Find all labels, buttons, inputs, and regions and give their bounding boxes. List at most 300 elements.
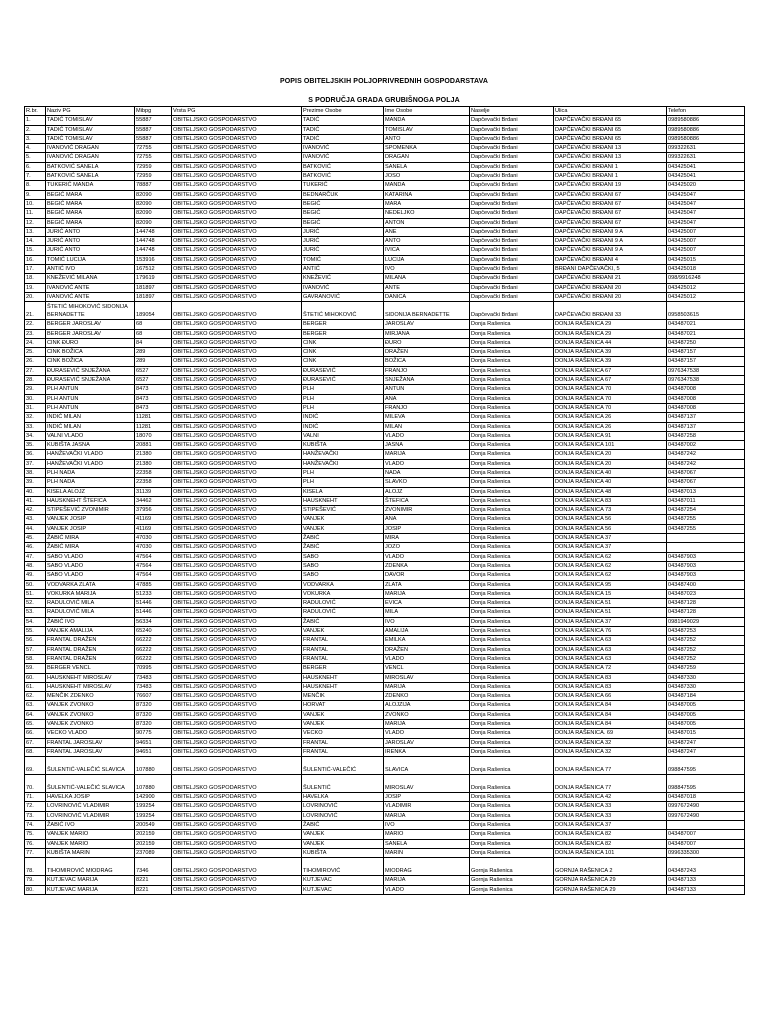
table-row	[25, 376, 745, 385]
farm-type-cell: OBITELJSKO GOSPODARSTVO	[172, 515, 302, 524]
settlement-cell: Donja Rašenica	[470, 821, 554, 830]
surname-cell: VALNI	[302, 431, 384, 440]
first-name-cell: MILA	[384, 608, 470, 617]
row-number-cell: 38.	[25, 468, 46, 477]
settlement-cell: Donja Rašenica	[470, 422, 554, 431]
phone-cell	[667, 821, 745, 830]
mibpg-cell: 22358	[135, 468, 172, 477]
phone-cell: 043487903	[667, 571, 745, 580]
farm-type-cell: OBITELJSKO GOSPODARSTVO	[172, 292, 302, 301]
mibpg-cell: 179619	[135, 274, 172, 283]
row-number-cell: 7.	[25, 172, 46, 181]
surname-cell: PLH	[302, 385, 384, 394]
mibpg-cell: 199254	[135, 811, 172, 820]
phone-cell: 043487400	[667, 580, 745, 589]
farm-type-cell: OBITELJSKO GOSPODARSTVO	[172, 348, 302, 357]
surname-cell: KUBIŠTA	[302, 848, 384, 857]
mibpg-cell: 41169	[135, 515, 172, 524]
surname-cell: ĐURASEVIĆ	[302, 376, 384, 385]
table-row	[25, 821, 745, 830]
street-cell: DONJA RAŠENICA 62	[554, 561, 667, 570]
table-row	[25, 255, 745, 264]
farm-name-cell: RADULOVIĆ MILA	[46, 599, 135, 608]
table-row	[25, 199, 745, 208]
street-cell: DONJA RAŠENICA 51	[554, 599, 667, 608]
mibpg-cell: 11281	[135, 422, 172, 431]
street-cell: DONJA RAŠENICA 26	[554, 422, 667, 431]
settlement-cell: Donja Rašenica	[470, 775, 554, 793]
phone-cell: 099322631	[667, 153, 745, 162]
row-number-cell: 64.	[25, 710, 46, 719]
first-name-cell: NEDELJKO	[384, 209, 470, 218]
table-row	[25, 552, 745, 561]
row-number-cell: 43.	[25, 515, 46, 524]
table-row	[25, 747, 745, 756]
surname-cell: ŠULENTIĆ-VALEČIĆ	[302, 757, 384, 775]
first-name-cell: NADA	[384, 468, 470, 477]
row-number-cell: 67.	[25, 738, 46, 747]
mibpg-cell: 47564	[135, 561, 172, 570]
table-row	[25, 320, 745, 329]
street-cell: DAPČEVAČKI BRĐANI 33	[554, 302, 667, 320]
settlement-cell: Donja Rašenica	[470, 450, 554, 459]
first-name-cell: SNJEŽANA	[384, 376, 470, 385]
street-cell: DAPČEVAČKI BRĐANI 20	[554, 283, 667, 292]
row-number-cell: 60.	[25, 673, 46, 682]
phone-cell: 043487242	[667, 459, 745, 468]
farms-table	[24, 106, 745, 895]
table-row	[25, 478, 745, 487]
column-header: R.br.	[25, 107, 46, 116]
row-number-cell: 79.	[25, 876, 46, 885]
table-row	[25, 357, 745, 366]
street-cell: DONJA RAŠENICA 73	[554, 506, 667, 515]
farm-name-cell: SABO VLADO	[46, 561, 135, 570]
first-name-cell: JOZO	[384, 543, 470, 552]
first-name-cell: MIRA	[384, 534, 470, 543]
phone-cell: 043487330	[667, 682, 745, 691]
farm-type-cell: OBITELJSKO GOSPODARSTVO	[172, 283, 302, 292]
settlement-cell: Donja Rašenica	[470, 357, 554, 366]
settlement-cell: Donja Rašenica	[470, 431, 554, 440]
farm-name-cell: VOKURKA MARIJA	[46, 589, 135, 598]
street-cell: DONJA RAŠENICA 40	[554, 478, 667, 487]
surname-cell: BEGIĆ	[302, 199, 384, 208]
street-cell: DONJA RAŠENICA 37	[554, 534, 667, 543]
surname-cell: MENČIK	[302, 692, 384, 701]
farm-name-cell: FRANTAL DRAŽEN	[46, 645, 135, 654]
table-row	[25, 209, 745, 218]
street-cell: DAPČEVAČKI BRĐANI 67	[554, 209, 667, 218]
settlement-cell: Donja Rašenica	[470, 729, 554, 738]
surname-cell: VANJEK	[302, 830, 384, 839]
row-number-cell: 39.	[25, 478, 46, 487]
street-cell: DAPČEVAČKI BRĐANI 13	[554, 144, 667, 153]
settlement-cell: Donja Rašenica	[470, 692, 554, 701]
settlement-cell: Donja Rašenica	[470, 682, 554, 691]
farm-type-cell: OBITELJSKO GOSPODARSTVO	[172, 209, 302, 218]
settlement-cell: Donja Rašenica	[470, 534, 554, 543]
mibpg-cell: 289	[135, 357, 172, 366]
surname-cell: HAUSKNEHT	[302, 673, 384, 682]
row-number-cell: 37.	[25, 459, 46, 468]
mibpg-cell: 6527	[135, 366, 172, 375]
farm-type-cell: OBITELJSKO GOSPODARSTVO	[172, 218, 302, 227]
mibpg-cell: 73483	[135, 673, 172, 682]
farm-type-cell: OBITELJSKO GOSPODARSTVO	[172, 561, 302, 570]
phone-cell: 043487254	[667, 506, 745, 515]
first-name-cell: SANELA	[384, 162, 470, 171]
settlement-cell: Dapčevački Brđani	[470, 199, 554, 208]
row-number-cell: 48.	[25, 561, 46, 570]
street-cell: DAPČEVAČKI BRĐANI 9 A	[554, 237, 667, 246]
farm-name-cell: HAUSKNEHT MIROSLAV	[46, 682, 135, 691]
phone-cell: 043487005	[667, 710, 745, 719]
first-name-cell: MARIJA	[384, 589, 470, 598]
phone-cell: 043487002	[667, 441, 745, 450]
mibpg-cell: 22358	[135, 478, 172, 487]
table-row	[25, 793, 745, 802]
table-row	[25, 876, 745, 885]
farm-type-cell: OBITELJSKO GOSPODARSTVO	[172, 701, 302, 710]
first-name-cell: JAROSLAV	[384, 738, 470, 747]
first-name-cell: ZDENKO	[384, 692, 470, 701]
phone-cell: 043487021	[667, 320, 745, 329]
farm-type-cell: OBITELJSKO GOSPODARSTVO	[172, 181, 302, 190]
surname-cell: SABO	[302, 552, 384, 561]
row-number-cell: 12.	[25, 218, 46, 227]
row-number-cell: 45.	[25, 534, 46, 543]
column-header: Ulica	[554, 107, 667, 116]
surname-cell: STIPEŠEVIĆ	[302, 506, 384, 515]
farm-type-cell: OBITELJSKO GOSPODARSTVO	[172, 496, 302, 505]
first-name-cell: MILANA	[384, 274, 470, 283]
document-subtitle: S PODRUČJA GRADA GRUBIŠNOGA POLJA	[308, 97, 460, 104]
settlement-cell: Gornja Rašenica	[470, 876, 554, 885]
farm-name-cell: CINK ĐURO	[46, 338, 135, 347]
farm-name-cell: BEGIĆ MARA	[46, 190, 135, 199]
phone-cell: 099322631	[667, 144, 745, 153]
settlement-cell: Donja Rašenica	[470, 459, 554, 468]
street-cell: DONJA RAŠENICA 20	[554, 450, 667, 459]
farm-type-cell: OBITELJSKO GOSPODARSTVO	[172, 710, 302, 719]
row-number-cell: 17.	[25, 265, 46, 274]
street-cell: DAPČEVAČKI BRĐANI 65	[554, 134, 667, 143]
row-number-cell: 66.	[25, 729, 46, 738]
farm-name-cell: VANJEK ZVONKO	[46, 701, 135, 710]
surname-cell: KUBIŠTA	[302, 441, 384, 450]
table-row	[25, 571, 745, 580]
first-name-cell: MIROSLAV	[384, 673, 470, 682]
mibpg-cell: 51233	[135, 589, 172, 598]
street-cell: BRĐANI DAPČEVAČKI, 5	[554, 265, 667, 274]
settlement-cell: Donja Rašenica	[470, 506, 554, 515]
surname-cell: TOMIĆ	[302, 255, 384, 264]
table-row	[25, 134, 745, 143]
phone-cell: 0981949029	[667, 617, 745, 626]
row-number-cell: 76.	[25, 839, 46, 848]
surname-cell: FRANTAL	[302, 747, 384, 756]
surname-cell: IVANOVIĆ	[302, 153, 384, 162]
row-number-cell: 65.	[25, 720, 46, 729]
table-row	[25, 802, 745, 811]
surname-cell: ŠTETIĆ MIHOKOVIĆ	[302, 302, 384, 320]
phone-cell: 043425041	[667, 162, 745, 171]
farm-name-cell: VANJEK ZVONKO	[46, 720, 135, 729]
mibpg-cell: 200549	[135, 821, 172, 830]
farm-name-cell: RADULOVIĆ MILA	[46, 608, 135, 617]
farm-name-cell: VALNI VLADO	[46, 431, 135, 440]
street-cell: DONJA RAŠENICA 26	[554, 413, 667, 422]
row-number-cell: 35.	[25, 441, 46, 450]
row-number-cell: 6.	[25, 162, 46, 171]
row-number-cell: 28.	[25, 376, 46, 385]
farm-type-cell: OBITELJSKO GOSPODARSTVO	[172, 692, 302, 701]
street-cell: DONJA RAŠENICA 29	[554, 329, 667, 338]
settlement-cell: Donja Rašenica	[470, 496, 554, 505]
phone-cell: 0989580886	[667, 125, 745, 134]
street-cell: DONJA RAŠENICA 84	[554, 701, 667, 710]
table-row	[25, 153, 745, 162]
farm-type-cell: OBITELJSKO GOSPODARSTVO	[172, 858, 302, 876]
settlement-cell: Donja Rašenica	[470, 811, 554, 820]
table-row	[25, 506, 745, 515]
farm-type-cell: OBITELJSKO GOSPODARSTVO	[172, 571, 302, 580]
surname-cell: ĐURASEVIĆ	[302, 366, 384, 375]
row-number-cell: 68.	[25, 747, 46, 756]
mibpg-cell: 181897	[135, 292, 172, 301]
farm-type-cell: OBITELJSKO GOSPODARSTVO	[172, 320, 302, 329]
farm-name-cell: ŽABIĆ MIRA	[46, 543, 135, 552]
table-row	[25, 701, 745, 710]
first-name-cell: ANA	[384, 515, 470, 524]
table-row	[25, 720, 745, 729]
table-row	[25, 589, 745, 598]
mibpg-cell: 72959	[135, 172, 172, 181]
phone-cell: 043487330	[667, 673, 745, 682]
first-name-cell: MARA	[384, 199, 470, 208]
farm-type-cell: OBITELJSKO GOSPODARSTVO	[172, 802, 302, 811]
first-name-cell: SLAVICA	[384, 757, 470, 775]
first-name-cell: TOMISLAV	[384, 125, 470, 134]
row-number-cell: 57.	[25, 645, 46, 654]
settlement-cell: Donja Rašenica	[470, 487, 554, 496]
farm-type-cell: OBITELJSKO GOSPODARSTVO	[172, 172, 302, 181]
first-name-cell: VLADO	[384, 729, 470, 738]
mibpg-cell: 87320	[135, 720, 172, 729]
settlement-cell: Dapčevački Brđani	[470, 125, 554, 134]
table-row	[25, 394, 745, 403]
farm-name-cell: BEGIĆ MARA	[46, 209, 135, 218]
settlement-cell: Donja Rašenica	[470, 413, 554, 422]
row-number-cell: 30.	[25, 394, 46, 403]
phone-cell: 043487255	[667, 515, 745, 524]
street-cell: DONJA RAŠENICA 39	[554, 348, 667, 357]
mibpg-cell: 73483	[135, 682, 172, 691]
farm-type-cell: OBITELJSKO GOSPODARSTVO	[172, 450, 302, 459]
farm-name-cell: CINK BOŽICA	[46, 357, 135, 366]
settlement-cell: Donja Rašenica	[470, 561, 554, 570]
street-cell: DONJA RAŠENICA 77	[554, 775, 667, 793]
row-number-cell: 36.	[25, 450, 46, 459]
farm-name-cell: INDIĆ MILAN	[46, 422, 135, 431]
mibpg-cell: 72755	[135, 144, 172, 153]
first-name-cell: ALOJZIJA	[384, 701, 470, 710]
mibpg-cell: 8221	[135, 876, 172, 885]
settlement-cell: Dapčevački Brđani	[470, 302, 554, 320]
farm-type-cell: OBITELJSKO GOSPODARSTVO	[172, 125, 302, 134]
street-cell: DONJA RAŠENICA 76	[554, 627, 667, 636]
farm-type-cell: OBITELJSKO GOSPODARSTVO	[172, 885, 302, 894]
first-name-cell: DRAŽEN	[384, 645, 470, 654]
first-name-cell: VLADO	[384, 552, 470, 561]
surname-cell: BEDNARČUK	[302, 190, 384, 199]
settlement-cell: Donja Rašenica	[470, 366, 554, 375]
row-number-cell: 33.	[25, 422, 46, 431]
settlement-cell: Dapčevački Brđani	[470, 255, 554, 264]
first-name-cell: LUCIJA	[384, 255, 470, 264]
first-name-cell: MIRJANA	[384, 329, 470, 338]
mibpg-cell: 66222	[135, 645, 172, 654]
table-row	[25, 459, 745, 468]
settlement-cell: Dapčevački Brđani	[470, 218, 554, 227]
street-cell: DONJA RAŠENICA 56	[554, 524, 667, 533]
farm-type-cell: OBITELJSKO GOSPODARSTVO	[172, 682, 302, 691]
phone-cell: 043487067	[667, 478, 745, 487]
phone-cell	[667, 543, 745, 552]
farm-type-cell: OBITELJSKO GOSPODARSTVO	[172, 190, 302, 199]
farm-type-cell: OBITELJSKO GOSPODARSTVO	[172, 654, 302, 663]
farm-name-cell: PLH ANTUN	[46, 403, 135, 412]
phone-cell: 043487247	[667, 738, 745, 747]
farm-type-cell: OBITELJSKO GOSPODARSTVO	[172, 144, 302, 153]
street-cell: GORNJA RAŠENICA 29	[554, 885, 667, 894]
settlement-cell: Donja Rašenica	[470, 478, 554, 487]
farm-name-cell: HAVELKA JOSIP	[46, 793, 135, 802]
farm-type-cell: OBITELJSKO GOSPODARSTVO	[172, 839, 302, 848]
first-name-cell: ANE	[384, 227, 470, 236]
farm-type-cell: OBITELJSKO GOSPODARSTVO	[172, 664, 302, 673]
phone-cell: 043487023	[667, 589, 745, 598]
phone-cell: 043425047	[667, 209, 745, 218]
farm-name-cell: KUTJEVAC MARIJA	[46, 885, 135, 894]
farm-name-cell: FRANTAL DRAŽEN	[46, 636, 135, 645]
surname-cell: PLH	[302, 478, 384, 487]
surname-cell: LOVRINOVIĆ	[302, 811, 384, 820]
farm-type-cell: OBITELJSKO GOSPODARSTVO	[172, 302, 302, 320]
surname-cell: IVANOVIĆ	[302, 144, 384, 153]
table-row	[25, 292, 745, 301]
first-name-cell: MARIJA	[384, 682, 470, 691]
mibpg-cell: 68	[135, 320, 172, 329]
settlement-cell: Dapčevački Brđani	[470, 283, 554, 292]
farm-name-cell: INDIĆ MILAN	[46, 413, 135, 422]
table-row	[25, 237, 745, 246]
phone-cell: 043487007	[667, 839, 745, 848]
phone-cell: 043487157	[667, 348, 745, 357]
first-name-cell: ANTO	[384, 237, 470, 246]
table-row	[25, 673, 745, 682]
farm-name-cell: HAUSKNEHT ŠTEFICA	[46, 496, 135, 505]
surname-cell: GAVRANOVIĆ	[302, 292, 384, 301]
farm-name-cell: ANTIĆ IVO	[46, 265, 135, 274]
mibpg-cell: 21380	[135, 450, 172, 459]
settlement-cell: Donja Rašenica	[470, 830, 554, 839]
phone-cell: 043487067	[667, 468, 745, 477]
phone-cell: 043425018	[667, 265, 745, 274]
first-name-cell: ANTON	[384, 218, 470, 227]
farm-type-cell: OBITELJSKO GOSPODARSTVO	[172, 413, 302, 422]
column-header: Telefon	[667, 107, 745, 116]
first-name-cell: ALOJZ	[384, 487, 470, 496]
phone-cell: 043487008	[667, 403, 745, 412]
phone-cell: 043425047	[667, 218, 745, 227]
table-row	[25, 125, 745, 134]
farm-type-cell: OBITELJSKO GOSPODARSTVO	[172, 876, 302, 885]
table-row	[25, 385, 745, 394]
settlement-cell: Donja Rašenica	[470, 654, 554, 663]
farm-name-cell: BERGER VENCL	[46, 664, 135, 673]
street-cell: DONJA RAŠENICA 37	[554, 617, 667, 626]
farm-name-cell: PLH NADA	[46, 478, 135, 487]
row-number-cell: 61.	[25, 682, 46, 691]
surname-cell: JURIĆ	[302, 227, 384, 236]
phone-cell: 043487013	[667, 487, 745, 496]
settlement-cell: Donja Rašenica	[470, 802, 554, 811]
farm-type-cell: OBITELJSKO GOSPODARSTVO	[172, 811, 302, 820]
table-row	[25, 302, 745, 320]
phone-cell: 043487258	[667, 431, 745, 440]
farm-name-cell: VANJEK MARIO	[46, 830, 135, 839]
row-number-cell: 20.	[25, 292, 46, 301]
phone-cell: 098/9916248	[667, 274, 745, 283]
farm-name-cell: FRANTAL JAROSLAV	[46, 747, 135, 756]
farm-name-cell: IVANOVIĆ DRAGAN	[46, 153, 135, 162]
farm-type-cell: OBITELJSKO GOSPODARSTVO	[172, 394, 302, 403]
phone-cell: 0997672490	[667, 811, 745, 820]
mibpg-cell: 6527	[135, 376, 172, 385]
mibpg-cell: 65240	[135, 627, 172, 636]
settlement-cell: Dapčevački Brđani	[470, 190, 554, 199]
settlement-cell: Dapčevački Brđani	[470, 237, 554, 246]
mibpg-cell: 144748	[135, 246, 172, 255]
farm-type-cell: OBITELJSKO GOSPODARSTVO	[172, 116, 302, 125]
farm-name-cell: TIHOMIROVIĆ MIODRAG	[46, 858, 135, 876]
phone-cell: 0997672490	[667, 802, 745, 811]
row-number-cell: 15.	[25, 246, 46, 255]
farm-type-cell: OBITELJSKO GOSPODARSTVO	[172, 775, 302, 793]
first-name-cell: MARIJA	[384, 811, 470, 820]
mibpg-cell: 47564	[135, 571, 172, 580]
row-number-cell: 54.	[25, 617, 46, 626]
mibpg-cell: 202159	[135, 839, 172, 848]
surname-cell: BATKOVIĆ	[302, 172, 384, 181]
farm-type-cell: OBITELJSKO GOSPODARSTVO	[172, 338, 302, 347]
first-name-cell: DRAŽEN	[384, 348, 470, 357]
settlement-cell: Donja Rašenica	[470, 673, 554, 682]
first-name-cell: BOŽICA	[384, 357, 470, 366]
phone-cell: 0976347538	[667, 376, 745, 385]
farm-name-cell: STIPEŠEVIĆ ZVONIMIR	[46, 506, 135, 515]
farm-type-cell: OBITELJSKO GOSPODARSTVO	[172, 673, 302, 682]
surname-cell: FRANTAL	[302, 738, 384, 747]
surname-cell: ŠULENTIĆ	[302, 775, 384, 793]
farm-name-cell: MENČIK ZDENKO	[46, 692, 135, 701]
row-number-cell: 18.	[25, 274, 46, 283]
first-name-cell: DANICA	[384, 292, 470, 301]
row-number-cell: 71.	[25, 793, 46, 802]
row-number-cell: 11.	[25, 209, 46, 218]
